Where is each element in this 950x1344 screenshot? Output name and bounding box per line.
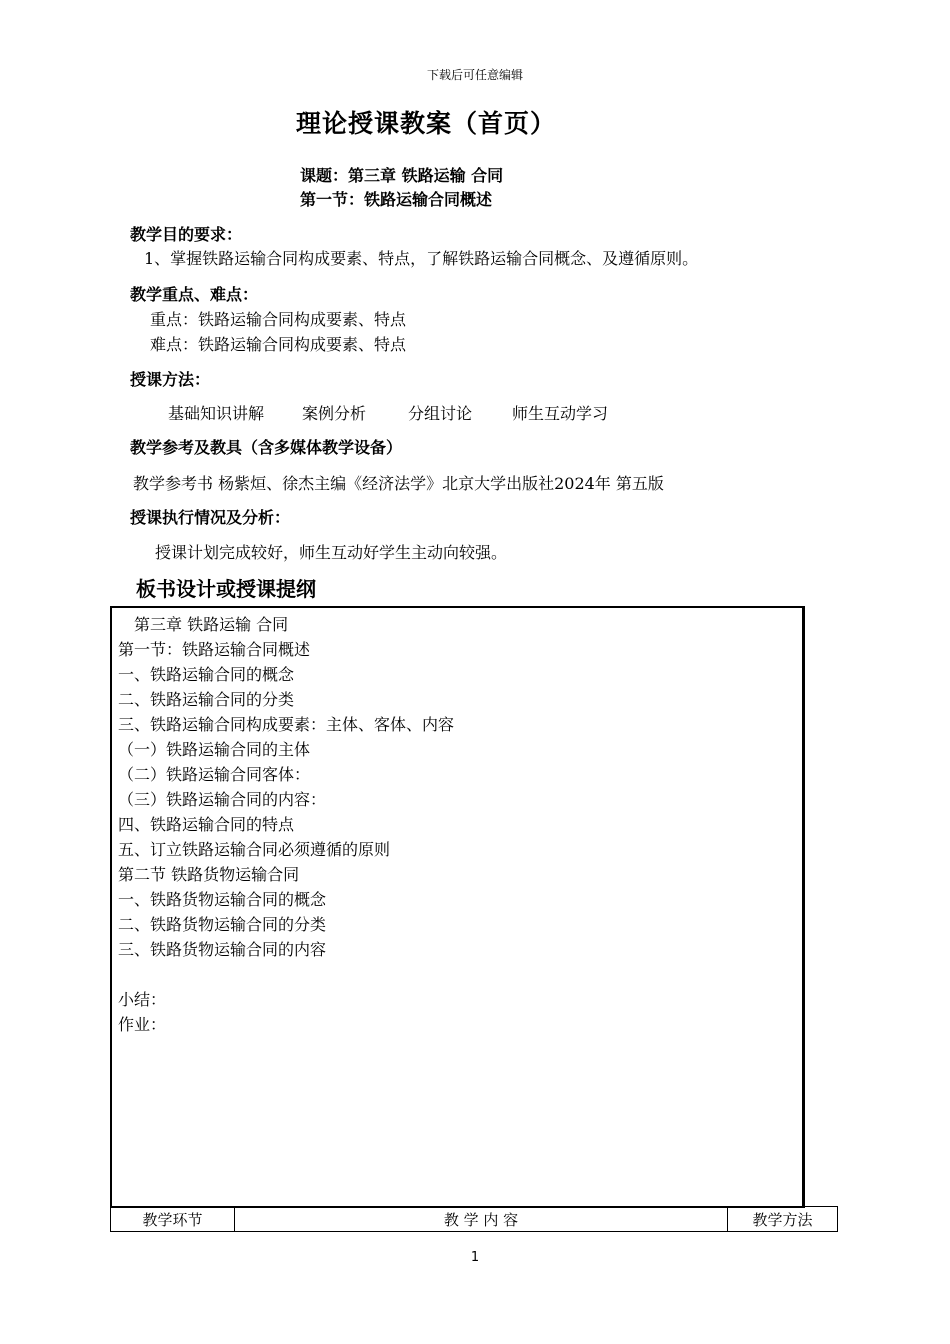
header-note: 下载后可任意编辑: [426, 68, 523, 82]
execution-heading: 授课执行情况及分析：: [130, 508, 291, 527]
board-line: 二、铁路运输合同的分类: [118, 690, 295, 709]
topic-line-1: 课题：第三章 铁路运输 合同: [300, 166, 504, 185]
board-line: 五、订立铁路运输合同必须遵循的原则: [118, 840, 391, 859]
execution-text: 授课计划完成较好，师生互动好学生主动向较强。: [155, 543, 508, 562]
board-line: 一、铁路货物运输合同的概念: [118, 890, 327, 909]
method-item: 基础知识讲解: [168, 404, 265, 423]
objectives-text: 1、掌握铁路运输合同构成要素、特点，了解铁路运输合同概念、及遵循原则。: [144, 249, 699, 268]
board-line: （三）铁路运输合同的内容：: [118, 790, 327, 809]
board-line: （二）铁路运输合同客体：: [118, 765, 311, 784]
board-outline-box: [110, 606, 805, 1208]
reference-text: 教学参考书 杨紫烜、徐杰主编《经济法学》北京大学出版社2024年 第五版: [133, 474, 664, 493]
key-points-heading: 教学重点、难点：: [130, 285, 259, 304]
board-line: 四、铁路运输合同的特点: [118, 815, 295, 834]
board-line: 第二节 铁路货物运输合同: [118, 865, 300, 884]
board-line: 第三章 铁路运输 合同: [118, 615, 289, 634]
page-title: 理论授课教案（首页）: [296, 109, 557, 138]
table-header-cell-content: 教 学 内 容: [235, 1207, 728, 1231]
board-heading: 板书设计或授课提纲: [136, 577, 316, 601]
board-line: 小结：: [118, 990, 167, 1009]
method-item: 师生互动学习: [512, 404, 609, 423]
board-line: （一）铁路运输合同的主体: [118, 740, 311, 759]
board-line: 三、铁路运输合同构成要素：主体、客体、内容: [118, 715, 455, 734]
teaching-table-header: [110, 1206, 838, 1232]
board-line: 一、铁路运输合同的概念: [118, 665, 295, 684]
method-heading: 授课方法：: [130, 370, 211, 389]
board-line: 二、铁路货物运输合同的分类: [118, 915, 327, 934]
table-header-cell-stage: 教学环节: [111, 1207, 235, 1231]
board-line: 作业：: [118, 1015, 167, 1034]
board-line: 第一节：铁路运输合同概述: [118, 640, 311, 659]
reference-heading: 教学参考及教具（含多媒体教学设备）: [130, 438, 403, 457]
table-header-cell-method: 教学方法: [752, 1210, 813, 1229]
method-item: 分组讨论: [408, 404, 473, 423]
difficult-point: 难点：铁路运输合同构成要素、特点: [150, 335, 407, 354]
objectives-heading: 教学目的要求：: [130, 225, 243, 244]
key-point: 重点：铁路运输合同构成要素、特点: [150, 310, 407, 329]
page-number: 1: [470, 1250, 480, 1265]
method-item: 案例分析: [302, 404, 367, 423]
board-line: 三、铁路货物运输合同的内容: [118, 940, 327, 959]
topic-line-2: 第一节：铁路运输合同概述: [300, 190, 493, 209]
